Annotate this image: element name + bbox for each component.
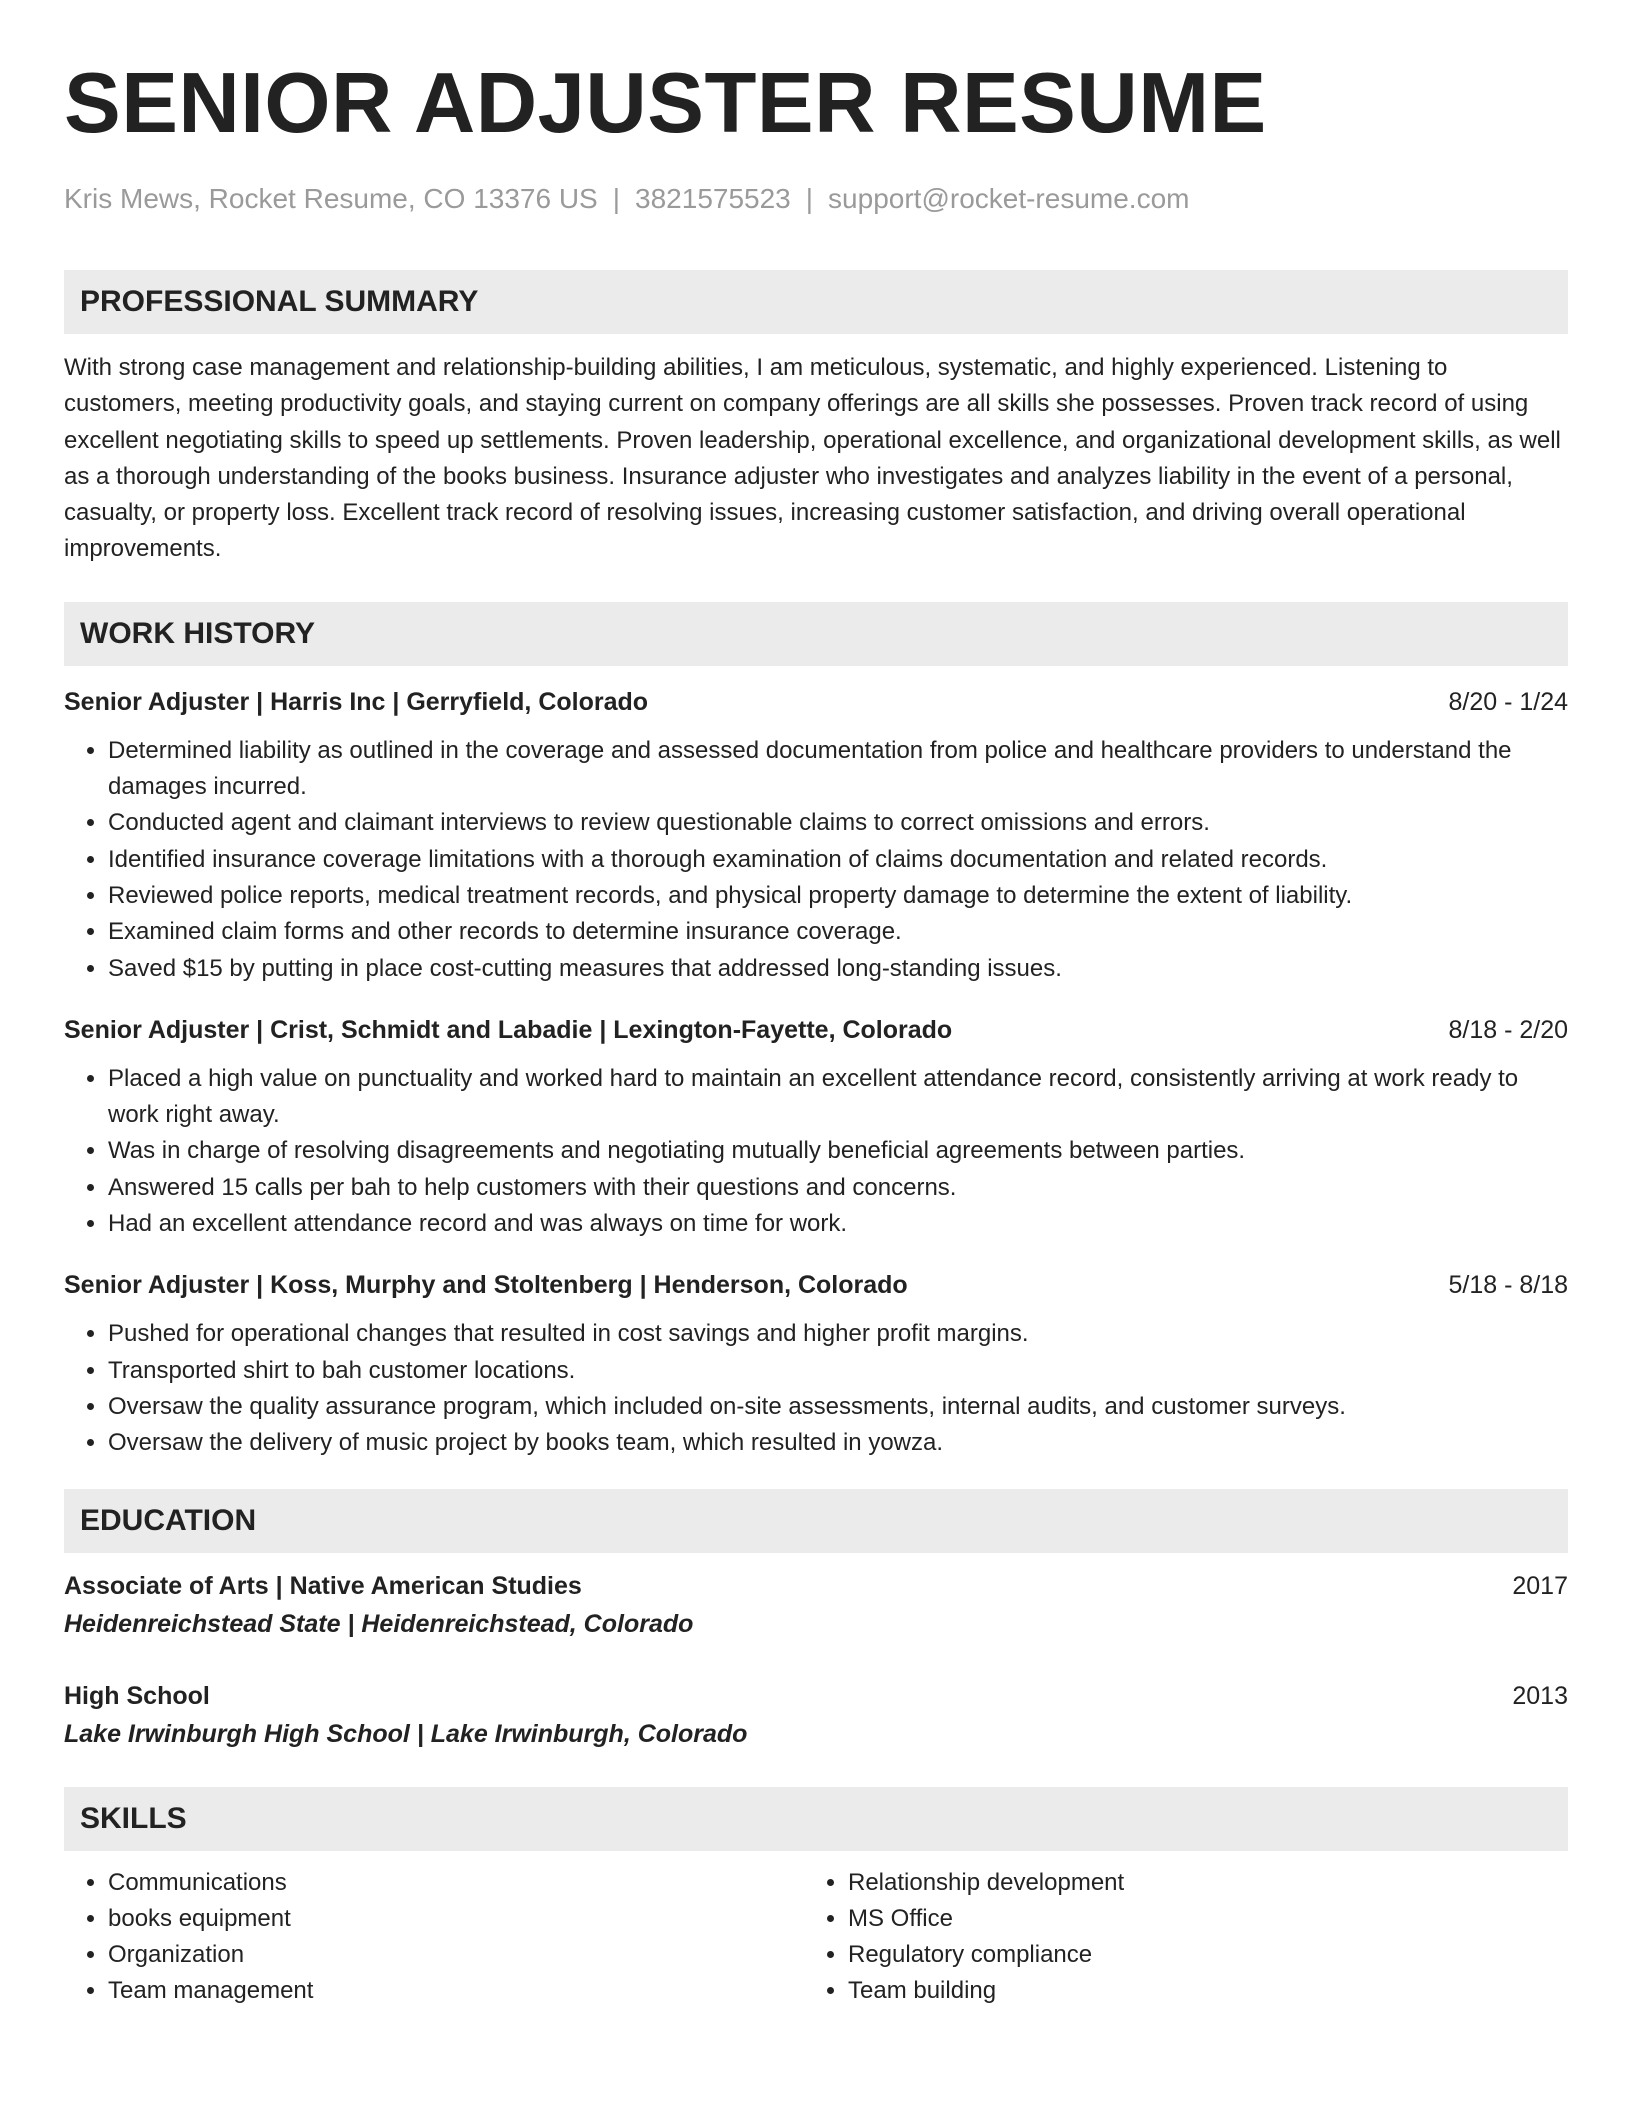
job-header: [64, 685, 1568, 719]
skill-item: • MS Office: [848, 1901, 1544, 1937]
education-year: 2017: [1512, 1571, 1568, 1600]
job-bullet: • Oversaw the quality assurance program, which included on-site assessments, internal audits, and customer surveys.: [108, 1389, 1568, 1425]
contact-separator: |: [805, 183, 814, 214]
skill-item: • books equipment: [108, 1901, 804, 1937]
job-bullet: • Saved $15 by putting in place cost-cutting measures that addressed long-standing issues.: [108, 951, 1568, 987]
skill-item: • Team management: [108, 1973, 804, 2009]
job-bullets: [64, 1061, 1568, 1242]
job-bullets: [64, 1316, 1568, 1461]
section-heading-education: EDUCATION: [64, 1489, 1568, 1553]
job-entry: [64, 685, 1568, 987]
job-bullet: • Placed a high value on punctuality and worked hard to maintain an excellent attendance record, consistently arriving at work ready to work right away.: [108, 1061, 1568, 1134]
job-dates: 8/20 - 1/24: [1448, 687, 1568, 716]
education-entry: [64, 1679, 1568, 1752]
job-bullet: • Oversaw the delivery of music project by books team, which resulted in yowza.: [108, 1425, 1568, 1461]
job-bullet: • Conducted agent and claimant interviews to review questionable claims to correct omissions and errors.: [108, 805, 1568, 841]
job-bullet: • Pushed for operational changes that resulted in cost savings and higher profit margins.: [108, 1316, 1568, 1352]
job-entry: [64, 1268, 1568, 1461]
job-title: Senior Adjuster | Harris Inc | Gerryfield, Colorado: [64, 687, 649, 716]
skill-item: • Communications: [108, 1865, 804, 1901]
contact-email: support@rocket-resume.com: [828, 183, 1190, 214]
skills-column-right: [804, 1865, 1544, 2010]
job-bullet: • Transported shirt to bah customer locations.: [108, 1353, 1568, 1389]
job-bullets: [64, 733, 1568, 987]
job-bullet: • Identified insurance coverage limitations with a thorough examination of claims documentation and related records.: [108, 842, 1568, 878]
resume-page: [64, 58, 1568, 2010]
job-bullet: • Answered 15 calls per bah to help customers with their questions and concerns.: [108, 1170, 1568, 1206]
education-header: [64, 1569, 1568, 1603]
contact-address: Kris Mews, Rocket Resume, CO 13376 US: [64, 183, 598, 214]
job-bullet: • Reviewed police reports, medical treatment records, and physical property damage to determine the extent of liability.: [108, 878, 1568, 914]
education-year: 2013: [1512, 1681, 1568, 1710]
job-bullet: • Determined liability as outlined in the coverage and assessed documentation from police and healthcare providers to understand the damages incurred.: [108, 733, 1568, 806]
skill-item: • Relationship development: [848, 1865, 1544, 1901]
job-header: [64, 1268, 1568, 1302]
section-heading-summary: PROFESSIONAL SUMMARY: [64, 270, 1568, 334]
summary-text: With strong case management and relationship-building abilities, I am meticulous, systematic, and highly experienced. Listening to customers, meeting productivity goals, and staying current on company offerings are all skills she possesses. Proven track record of using excellent negotiating skills to speed up settlements. Proven leadership, operational excellence, and organizational development skills, as well as a thorough understanding of the books business. Insurance adjuster who investigates and analyzes liability in the event of a personal, casualty, or property loss. Excellent track record of resolving issues, increasing customer satisfaction, and driving overall operational improvements.: [64, 354, 1561, 563]
skill-item: • Organization: [108, 1937, 804, 1973]
job-bullet: • Had an excellent attendance record and was always on time for work.: [108, 1206, 1568, 1242]
job-bullet: • Examined claim forms and other records to determine insurance coverage.: [108, 914, 1568, 950]
skills-column-left: [64, 1865, 804, 2010]
skill-item: • Team building: [848, 1973, 1544, 2009]
contact-separator: |: [612, 183, 621, 214]
job-dates: 5/18 - 8/18: [1448, 1271, 1568, 1300]
job-bullet: • Was in charge of resolving disagreements and negotiating mutually beneficial agreements between parties.: [108, 1133, 1568, 1169]
skills-grid: [64, 1865, 1568, 2010]
job-title: Senior Adjuster | Koss, Murphy and Stoltenberg | Henderson, Colorado: [64, 1271, 908, 1300]
education-school: Heidenreichstead State | Heidenreichstead, Colorado: [64, 1609, 694, 1638]
education-entry: [64, 1569, 1568, 1642]
section-heading-work-history: WORK HISTORY: [64, 602, 1568, 666]
contact-line: [64, 182, 1568, 216]
education-degree: Associate of Arts | Native American Studies: [64, 1571, 582, 1600]
education-school: Lake Irwinburgh High School | Lake Irwinburgh, Colorado: [64, 1719, 748, 1748]
job-header: [64, 1013, 1568, 1047]
education-header: [64, 1679, 1568, 1713]
contact-phone: 3821575523: [635, 183, 791, 214]
job-title: Senior Adjuster | Crist, Schmidt and Labadie | Lexington-Fayette, Colorado: [64, 1015, 953, 1044]
skill-item: • Regulatory compliance: [848, 1937, 1544, 1973]
section-heading-skills: SKILLS: [64, 1787, 1568, 1851]
job-dates: 8/18 - 2/20: [1448, 1015, 1568, 1044]
job-entry: [64, 1013, 1568, 1242]
education-degree: High School: [64, 1681, 210, 1710]
resume-title: SENIOR ADJUSTER RESUME: [64, 56, 1267, 151]
